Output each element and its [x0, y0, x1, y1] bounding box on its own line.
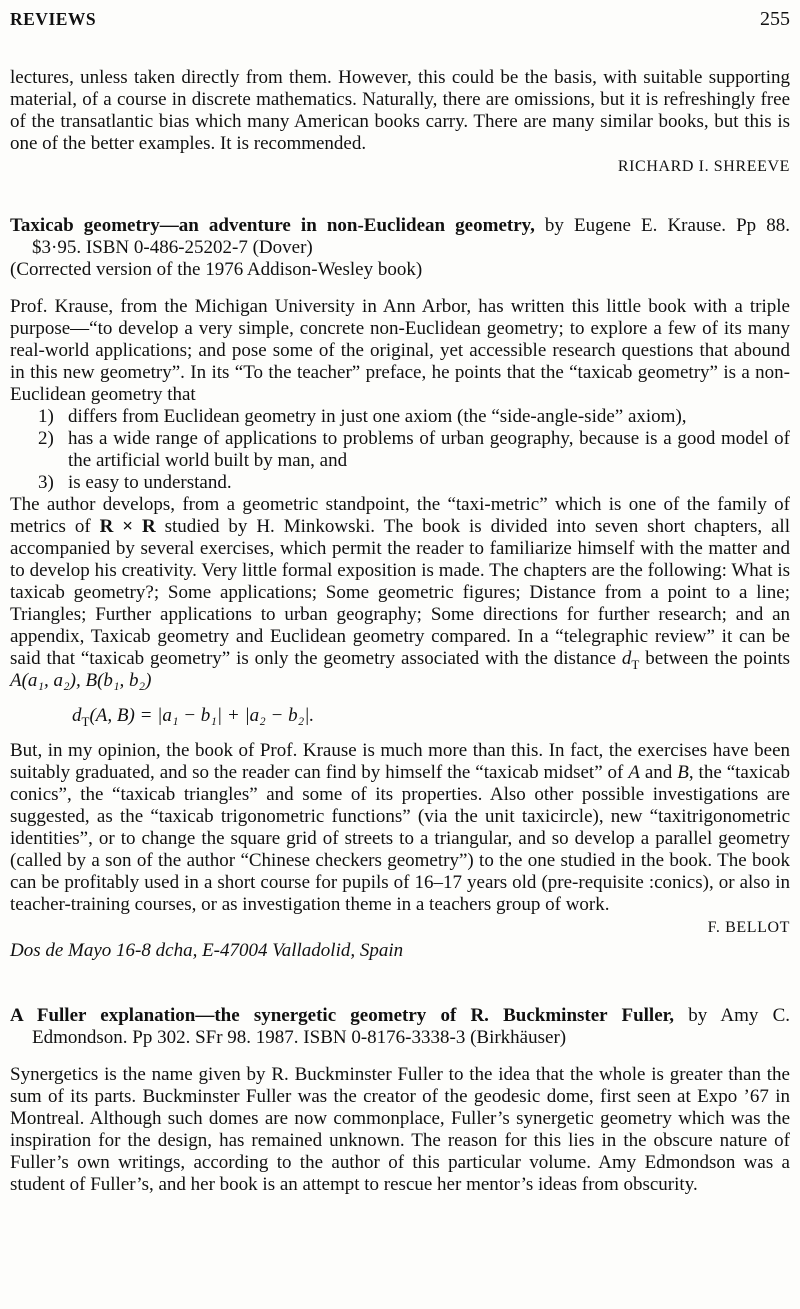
review-closing-paragraph: lectures, unless taken directly from them. However, this could be the basis, with suitable supporting material, of a course in discrete mathematics. Naturally, there are omissions, but it is refreshingly free of the transatlantic bias which many American books carry. There are many similar books, but this is one of the better examples. It is recommended. — [10, 67, 790, 154]
book-title-line — [10, 215, 790, 237]
book-title-line — [10, 1005, 790, 1027]
reviewer-address: Dos de Mayo 16-8 dcha, E-47004 Valladolid, Spain — [10, 940, 404, 961]
list-item-number: 2) — [38, 428, 54, 449]
inline-math-dT: $d_T$ — [621, 648, 640, 672]
math-var-A: A — [628, 762, 640, 783]
paragraph-opinion-text: and — [639, 762, 678, 783]
reviewer-signature-shreeve: RICHARD I. SHREEVE — [617, 158, 790, 175]
list-item-number: 3) — [38, 472, 54, 493]
book-author: by Amy C. — [674, 1005, 790, 1026]
paragraph-opinion-text: But, in my opinion, the book of Prof. Krause is much more than this. In fact, the exercises have been suitably graduated, and so the reader can find by himself the “taxicab midset” of — [10, 740, 790, 783]
book-title: A Fuller explanation—the synergetic geometry of R. Buckminster Fuller, — [10, 1005, 675, 1026]
paragraph-develop-text: between the points — [639, 648, 790, 669]
review-shreeve-ending — [10, 67, 790, 178]
book-price-isbn: Edmondson. Pp 302. SFr 98. 1987. ISBN 0-8176-3338-3 (Birkhäuser) — [32, 1027, 567, 1048]
numbered-list — [10, 406, 790, 494]
list-item-text: is easy to understand. — [68, 472, 232, 493]
paragraph-develop-text: studied by H. Minkowski. The book is divided into seven short chapters, all accompanied by several exercises, which permit the reader to familiarize himself with the matter and to develop his creativity. Very little formal exposition is made. The chapters are the following: What is taxicab geometry?; Some applications; Some geometric figures; Distance from a point to a line; Triangles; Further applications to urban geography; Some directions for further research; and an appendix, Taxicab geometry and Euclidean geometry compared. In a “telegraphic review” it can be said that “taxicab geometry” is only the geometry associated with the distance — [10, 516, 790, 669]
reviewer-signature-bellot: F. BELLOT — [707, 919, 790, 936]
book-title: Taxicab geometry—an adventure in non-Euclidean geometry, — [10, 215, 535, 236]
list-item-text: has a wide range of applications to problems of urban geography, because is a good model of the artificial world built by man, and — [68, 428, 790, 471]
book-author: by Eugene E. Krause. Pp 88. — [534, 215, 790, 236]
math-r-cross-r: R × R — [99, 516, 156, 537]
page-header — [10, 8, 790, 34]
book-price-isbn: $3·95. ISBN 0-486-25202-7 (Dover) — [32, 237, 313, 258]
paragraph-develop — [10, 494, 790, 692]
math-points-AB: A(a₁, a₂), B(b₁, b₂) — [10, 670, 152, 691]
paragraph-opinion — [10, 740, 790, 916]
paragraph-develop-text: The author develops, from a geometric standpoint, the “taxi-metric” which is one of the family of metrics of — [10, 494, 790, 537]
display-formula-taxi-metric: $d_T(A$, B) = |a₁ − b₁| + |a₂ − b₂|. — [72, 705, 315, 729]
paragraph-intro: Prof. Krause, from the Michigan University in Ann Arbor, has written this little book with a triple purpose—“to develop a very simple, concrete non-Euclidean geometry; to explore a few of its many real-world applications; and pose some of the original, yet accessible research questions that abound in this new geometry”. In its “To the teacher” preface, he points that the “taxicab geometry” is a non-Euclidean geometry that — [10, 296, 790, 405]
page-number: 255 — [760, 8, 790, 30]
paragraph-synergetics: Synergetics is the name given by R. Buckminster Fuller to the idea that the whole is greater than the sum of its parts. Buckminster Fuller was the creator of the geodesic dome, first seen at Expo ’67 in Montreal. Although such domes are now commonplace, Fuller’s synergetic geometry which was the inspiration for the design, has remained unknown. The reason for this lies in the obscure nature of Fuller’s own writings, according to the author of this particular volume. Amy Edmondson was a student of Fuller’s, and her book is an attempt to rescue her mentor’s ideas from obscurity. — [10, 1064, 790, 1195]
paragraph-opinion-text: , the “taxicab conics”, the “taxicab triangles” and some of its properties. Also other possible investigations are suggested, as the “taxicab trigonometric functions” (via the unit taxicircle), new “taxitrigonometric identities”, or to change the square grid of streets to a triangular, and so develop a parallel geometry (called by a son of the author “Chinese checkers geometry”) to the one studied in the book. The book can be profitably used in a short course for pupils of 16–17 years old (pre-requisite :conics), or also in teacher-training courses, or as investigation theme in a teachers group of work. — [10, 762, 790, 915]
math-var-B: B — [677, 762, 689, 783]
list-item — [10, 428, 790, 472]
list-item — [10, 406, 790, 428]
book-edition-note: (Corrected version of the 1976 Addison-Wesley book) — [10, 259, 423, 280]
running-head: REVIEWS — [10, 9, 97, 29]
list-item-text: differs from Euclidean geometry in just one axiom (the “side-angle-side” axiom), — [68, 406, 687, 427]
book-heading-taxicab — [10, 215, 790, 281]
list-item-number: 1) — [38, 406, 54, 427]
list-item — [10, 472, 790, 494]
review-fuller — [10, 1005, 790, 1196]
book-heading-fuller — [10, 1005, 790, 1049]
review-taxicab — [10, 215, 790, 962]
